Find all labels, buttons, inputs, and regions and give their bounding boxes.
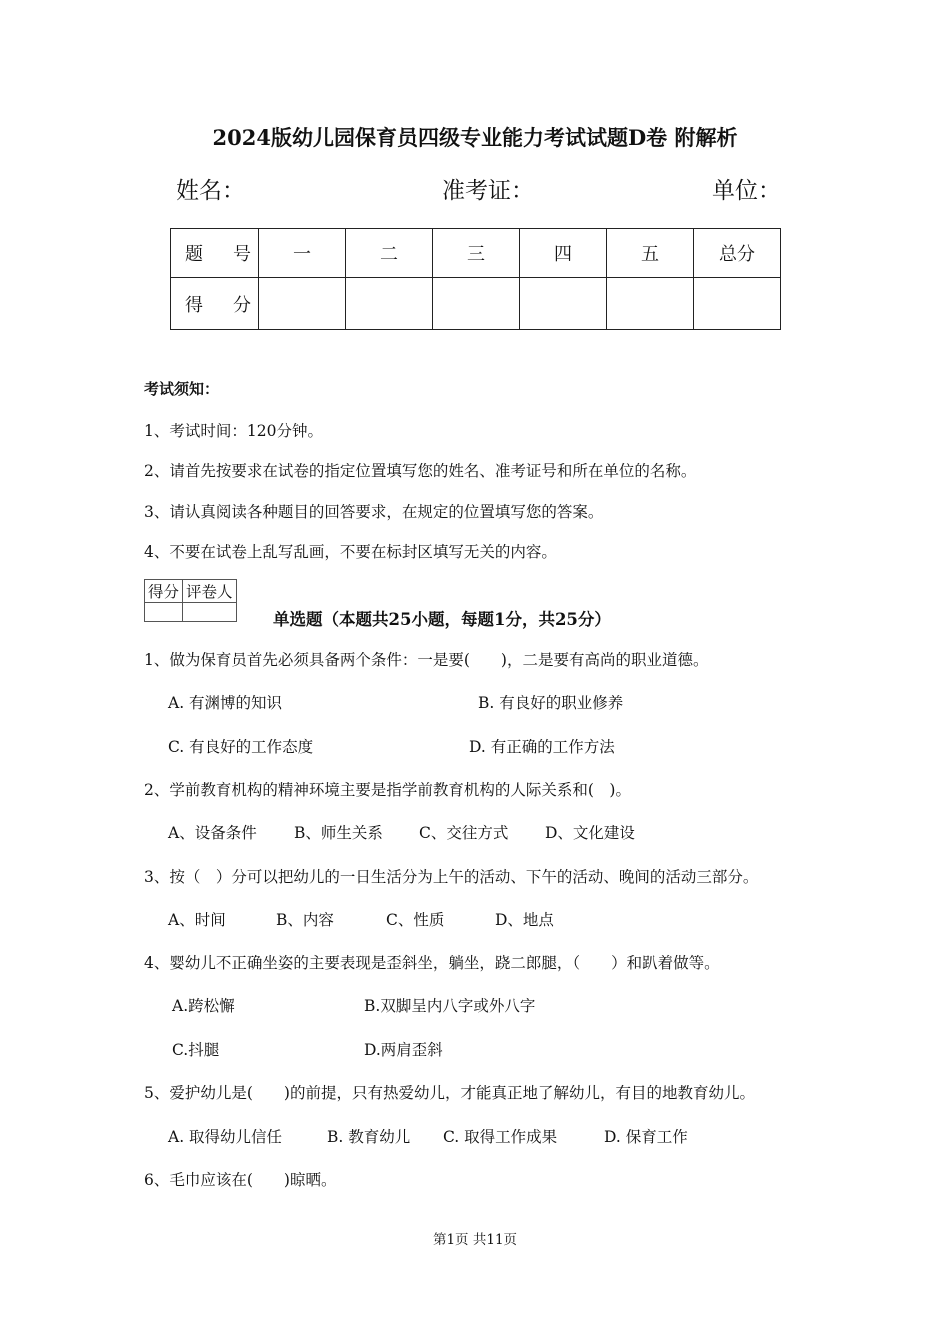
question-stem: 2、学前教育机构的精神环境主要是指学前教育机构的人际关系和( )。 (144, 781, 631, 799)
option: B、师生关系 (294, 824, 383, 842)
grader-score-cell (145, 603, 183, 622)
grader-score-label: 得分 (145, 580, 183, 603)
question-stem: 1、做为保育员首先必须具备两个条件：一是要( )，二是要有高尚的职业道德。 (144, 651, 709, 669)
option: C、性质 (386, 911, 445, 929)
option: A、设备条件 (168, 824, 257, 842)
notice-item: 2、请首先按要求在试卷的指定位置填写您的姓名、准考证号和所在单位的名称。 (144, 462, 697, 480)
score-cell (433, 278, 520, 330)
option: B. 有良好的职业修养 (478, 694, 624, 712)
option: C.抖腿 (172, 1041, 220, 1059)
grader-blank-row (145, 603, 237, 622)
notice-heading: 考试须知： (144, 380, 220, 398)
option: C. 取得工作成果 (443, 1128, 558, 1146)
score-column-2: 二 (346, 229, 433, 278)
unit-field-label: 单位： (712, 178, 781, 204)
score-cell (520, 278, 607, 330)
question-number-label: 题 号 (171, 229, 259, 278)
grader-box (144, 579, 237, 622)
option: D. 有正确的工作方法 (469, 738, 615, 756)
question-stem: 4、婴幼儿不正确坐姿的主要表现是歪斜坐，躺坐，跷二郎腿，（ ）和趴着做等。 (144, 954, 720, 972)
score-cell (694, 278, 781, 330)
option: C、交往方式 (419, 824, 509, 842)
grader-header-row (145, 580, 237, 603)
option: B、内容 (276, 911, 334, 929)
name-field-label: 姓名： (176, 178, 245, 204)
score-table-header-row (171, 229, 781, 278)
option: B. 教育幼儿 (327, 1128, 411, 1146)
score-cell (346, 278, 433, 330)
score-cell (259, 278, 346, 330)
page-title: 2024版幼儿园保育员四级专业能力考试试题D卷 附解析 (212, 125, 738, 150)
option: A. 取得幼儿信任 (168, 1128, 283, 1146)
score-column-5: 五 (607, 229, 694, 278)
option: D.两肩歪斜 (364, 1041, 443, 1059)
section-title: 单选题（本题共25小题，每题1分，共25分） (273, 610, 611, 629)
notice-item: 4、不要在试卷上乱写乱画，不要在标封区填写无关的内容。 (144, 543, 557, 561)
option: A. 有渊博的知识 (168, 694, 283, 712)
question-stem: 6、毛巾应该在( )晾晒。 (144, 1171, 337, 1189)
exam-id-field-label: 准考证： (442, 178, 534, 204)
notice-item: 3、请认真阅读各种题目的回答要求，在规定的位置填写您的答案。 (144, 503, 604, 521)
option: C. 有良好的工作态度 (168, 738, 314, 756)
score-table (170, 228, 781, 330)
score-column-4: 四 (520, 229, 607, 278)
option: B.双脚呈内八字或外八字 (364, 997, 536, 1015)
question-stem: 5、爱护幼儿是( )的前提，只有热爱幼儿，才能真正地了解幼儿，有目的地教育幼儿。 (144, 1084, 755, 1102)
score-column-total: 总分 (694, 229, 781, 278)
score-row-label: 得 分 (171, 278, 259, 330)
score-column-3: 三 (433, 229, 520, 278)
question-stem: 3、按（ ）分可以把幼儿的一日生活分为上午的活动、下午的活动、晚间的活动三部分。 (144, 868, 759, 886)
page-footer: 第1页 共11页 (432, 1232, 518, 1248)
option: D. 保育工作 (604, 1128, 688, 1146)
grader-reviewer-cell (183, 603, 237, 622)
score-table-score-row (171, 278, 781, 330)
grader-reviewer-label: 评卷人 (183, 580, 237, 603)
notice-item: 1、考试时间：120分钟。 (144, 422, 323, 440)
option: A.跨松懈 (172, 997, 235, 1015)
score-cell (607, 278, 694, 330)
option: A、时间 (168, 911, 226, 929)
option: D、地点 (495, 911, 554, 929)
option: D、文化建设 (545, 824, 635, 842)
score-column-1: 一 (259, 229, 346, 278)
